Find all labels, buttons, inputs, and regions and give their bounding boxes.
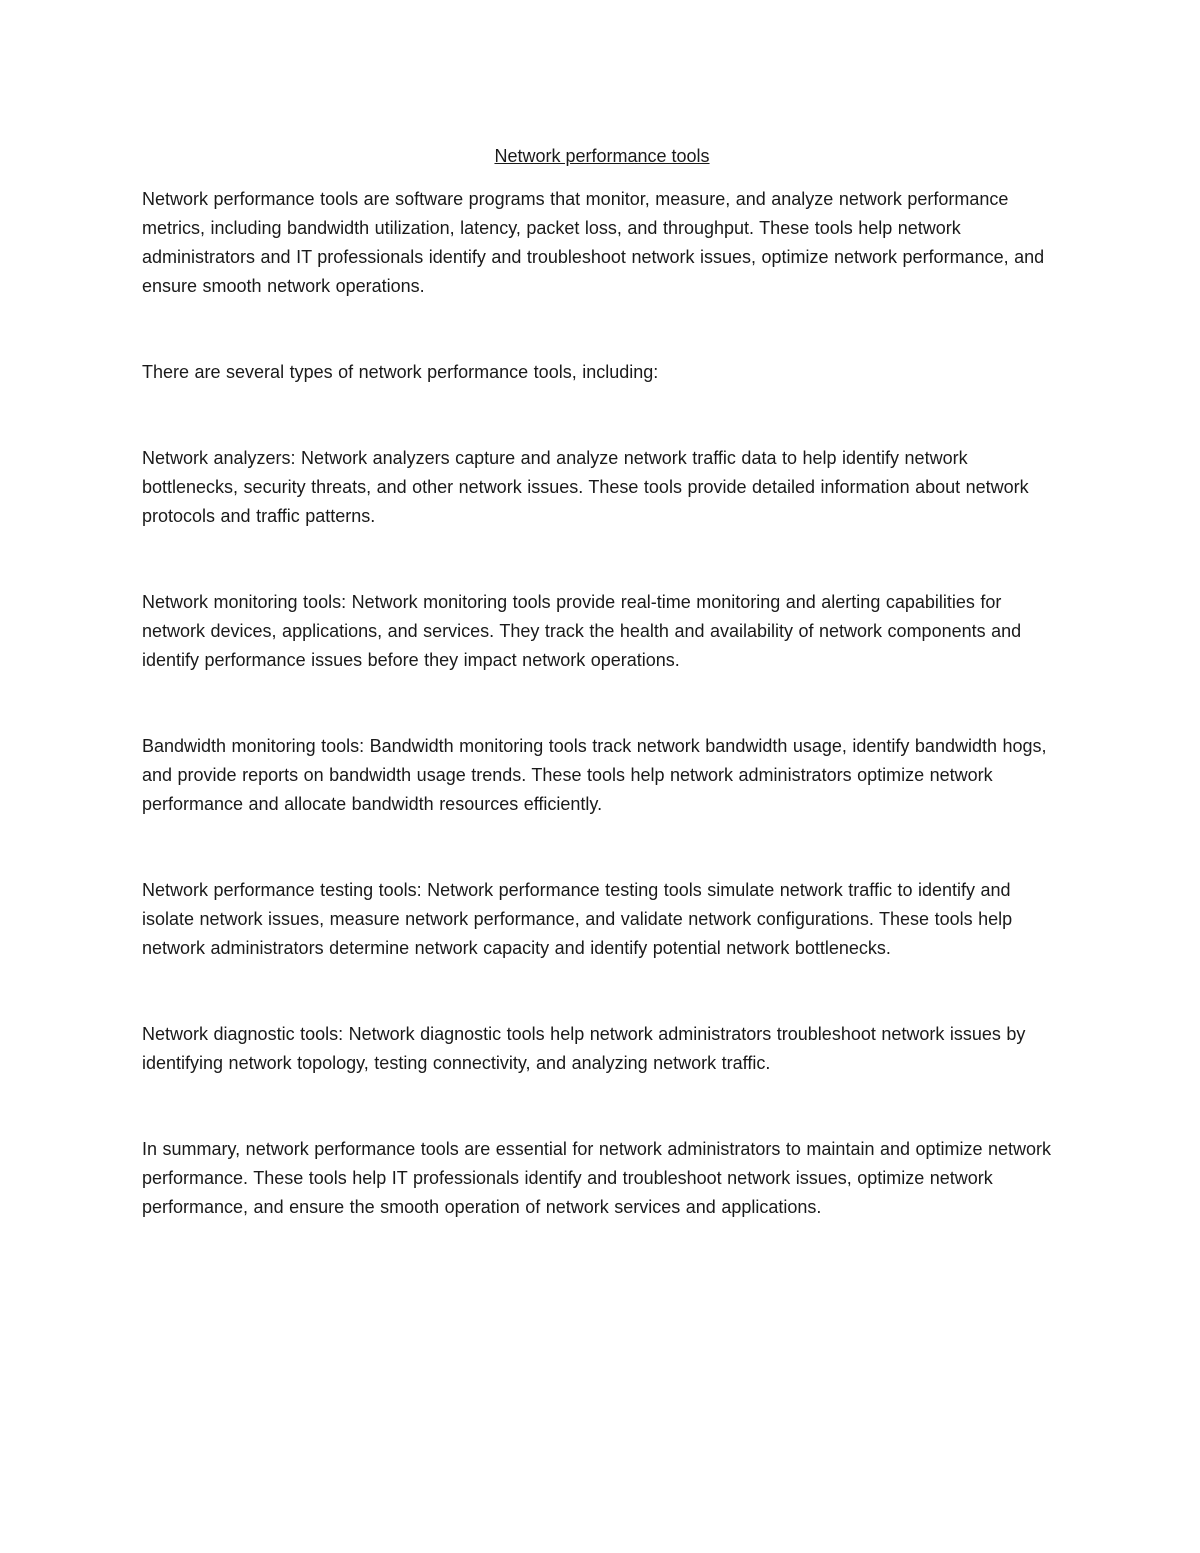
bandwidth-paragraph: Bandwidth monitoring tools: Bandwidth monitoring tools track network bandwidth usage, identify bandwidth hogs, and provide reports on bandwidth usage trends. These tools help network administrators optimize network performance and allocate bandwidth resources efficiently. xyxy=(142,736,1047,814)
analyzers-paragraph: Network analyzers: Network analyzers capture and analyze network traffic data to help identify network bottlenecks, security threats, and other network issues. These tools provide detailed information about network protocols and traffic patterns. xyxy=(142,448,1029,526)
intro-paragraph: Network performance tools are software programs that monitor, measure, and analyze network performance metrics, including bandwidth utilization, latency, packet loss, and throughput. These tools help network administrators and IT professionals identify and troubleshoot network issues, optimize network performance, and ensure smooth network operations. xyxy=(142,189,1045,296)
summary-paragraph: In summary, network performance tools are essential for network administrators to maintain and optimize network performance. These tools help IT professionals identify and troubleshoot network issues, optimize network performance, and ensure the smooth operation of network services and applications. xyxy=(142,1139,1052,1217)
monitoring-paragraph: Network monitoring tools: Network monitoring tools provide real-time monitoring and alerting capabilities for network devices, applications, and services. They track the health and availability of network components and identify performance issues before they impact network operations. xyxy=(142,592,1022,670)
types-intro-paragraph: There are several types of network performance tools, including: xyxy=(142,362,659,382)
document-body xyxy=(142,142,1062,1222)
testing-paragraph: Network performance testing tools: Network performance testing tools simulate network traffic to identify and isolate network issues, measure network performance, and validate network configurations. These tools help network administrators determine network capacity and identify potential network bottlenecks. xyxy=(142,880,1013,958)
document-title: Network performance tools xyxy=(494,146,710,166)
diagnostic-paragraph: Network diagnostic tools: Network diagnostic tools help network administrators troubleshoot network issues by identifying network topology, testing connectivity, and analyzing network traffic. xyxy=(142,1024,1026,1073)
